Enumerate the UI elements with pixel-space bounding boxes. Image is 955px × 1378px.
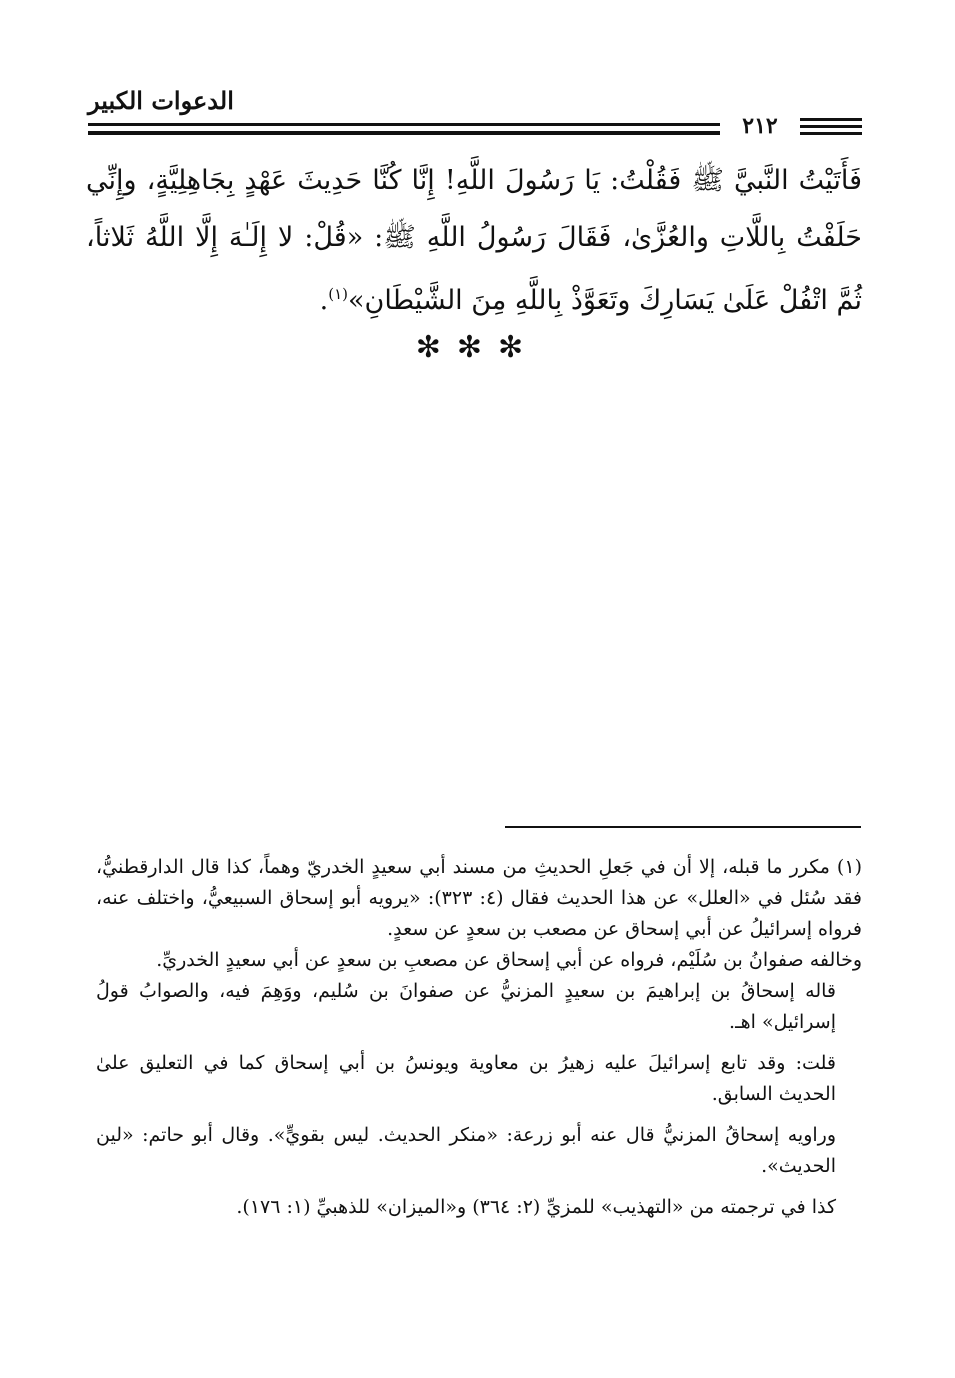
main-text [86,152,862,329]
footnote-comment: قلت: وقد تابع إسرائيلَ عليه زهيرُ بن معاوية ويونسُ بن أبي إسحاق كما في التعليق علىٰ الحديث السابق. [96,1052,836,1105]
footnote-source: كذا في ترجمته من «التهذيب» للمزيِّ (٢: ٣٦٤) و«الميزان» للذهبيِّ (١: ١٧٦). [236,1196,836,1218]
section-separator: ✻✻✻ [415,330,540,365]
footnotes [96,852,862,1223]
footnote-reference[interactable]: (١) [328,285,348,303]
header-rule-right-3 [800,132,862,135]
paragraph-end: . [319,285,329,316]
book-title: الدعوات الكبير [88,86,234,115]
header-rule-left-top [88,123,720,126]
footnote-continuation: وخالفه صفوانُ بن سُلَيْم، فرواه عن أبي إسحاق عن مصعبِ بن سعدٍ عن أبي سعيدٍ الخدريِّ. [156,949,862,971]
main-paragraph-text: فَأَتَيْتُ النَّبيَّ ﷺ فَقُلْتُ: يَا رَسُولَ اللَّهِ! إِنَّا كُنَّا حَدِيثَ عَهْدٍ بِجَاهِلِيَّةٍ، وإِنِّي حَلَفْتُ بِاللَّاتِ والعُزَّىٰ، فَقَالَ رَسُولُ اللَّهِ ﷺ: «قُلْ: لا إِلَـٰهَ إِلَّا اللَّهُ ثَلاثاً، ثُمَّ اتْفُلْ عَلَىٰ يَسَارِكَ وتَعَوَّذْ بِاللَّهِ مِنَ الشَّيْطَانِ» [86,165,862,316]
page-number: ٢١٢ [742,113,778,139]
footnote-continuation: قاله إسحاقُ بن إبراهيمَ بن سعيدٍ المزنيُّ عن صفوانَ بن سُليم، ووَهِمَ فيه، والصوابُ قولُ إسرائيل» اهـ. [96,980,836,1033]
header-rule-left-bottom [88,131,720,135]
header-rule-right-1 [800,118,862,121]
header-rule-right-2 [800,125,862,128]
footnote-separator-line [505,826,861,828]
footnote-1-paragraph: (١) مكرر ما قبله، إلا أن في جَعلِ الحديثِ من مسند أبي سعيدٍ الخدريّ وهماً، كذا قال الدارقطنيُّ، فقد سُئل في «العلل» عن هذا الحديث فقال (٤: ٣٢٣): «يرويه أبو إسحاق السبيعيُّ، واختلف عنه، فرواه إسرائيلُ عن أبي إسحاق عن مصعب بن سعدٍ عن سعدٍ. [96,856,862,940]
footnote-comment: وراويه إسحاقُ المزنيُّ قال عنه أبو زرعة: «منكر الحديث. ليس بقويٍّ». وقال أبو حاتم: «لين الحديث». [96,1124,836,1177]
main-paragraph [86,152,862,329]
